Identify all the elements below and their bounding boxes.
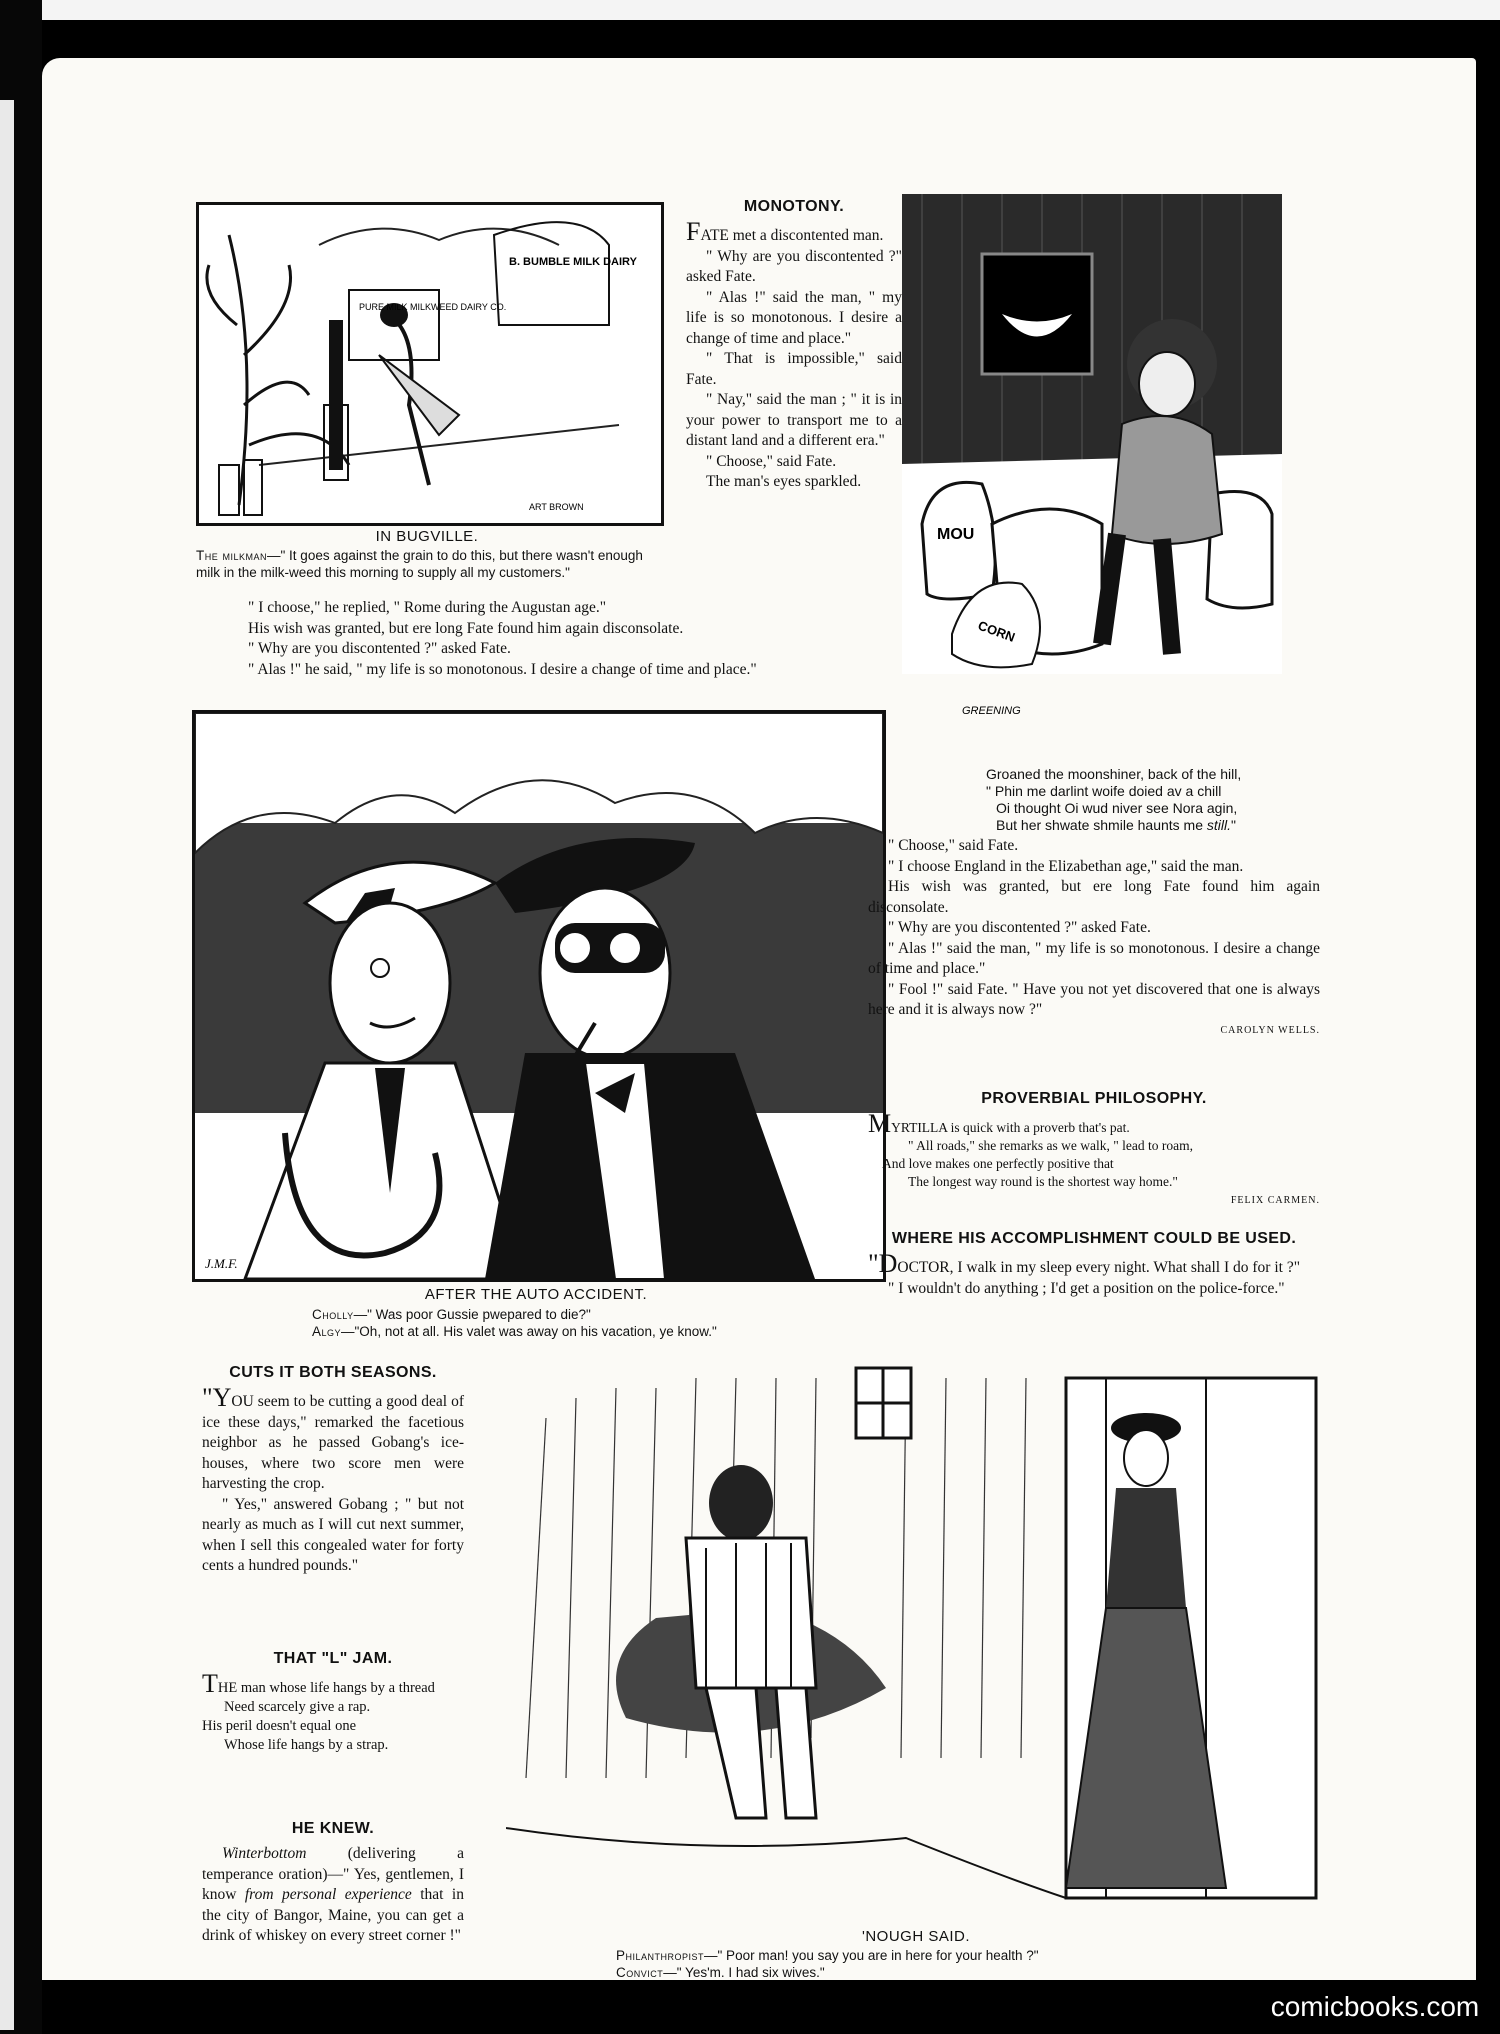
book-gutter (0, 0, 42, 2034)
heknew-p2: that in the city of Bangor, Maine, you can get a drink of whiskey on every street corner !" (202, 1886, 464, 1944)
auto-title: AFTER THE AUTO ACCIDENT. (424, 1286, 648, 1303)
magazine-page (42, 58, 1476, 1980)
ljam-drop-cap: T (202, 1669, 218, 1698)
monotony-c1: " Choose," said Fate. (888, 837, 1019, 854)
greening-signature: GREENING (962, 705, 1021, 717)
accomplishment-p1: OCTOR, I walk in my sleep every night. What shall I do for it ?" (897, 1259, 1301, 1276)
nough-caption (506, 1928, 1326, 1981)
monotony-heading: MONOTONY. (743, 198, 845, 215)
dairy-sign: B. BUMBLE MILK DAIRY (509, 256, 637, 268)
proverbial-heading: PROVERBIAL PHILOSOPHY. (981, 1090, 1207, 1107)
that-l-jam (202, 1650, 464, 1755)
cuts-both-seasons (202, 1364, 464, 1577)
philanthropist-speaker: Philanthropist (616, 1948, 705, 1963)
corn-sack-label: CORN (975, 617, 1018, 645)
heknew-p1: (delivering a temperance oration)—" Yes, gentlemen, I know (202, 1845, 464, 1903)
milkman-speaker: The milkman (196, 548, 268, 563)
proverbial-philosophy (868, 1090, 1320, 1206)
convict-line (616, 1964, 1326, 1981)
top-strip (0, 0, 1500, 20)
jmf-signature: J.M.F. (205, 1256, 238, 1271)
proverbial-l3: And love makes one perfectly positive that (882, 1156, 1114, 1171)
auto-dialogue (192, 1306, 880, 1340)
he-knew (202, 1820, 464, 1947)
auto-caption (192, 1286, 880, 1340)
seasons-p2: " Yes," answered Gobang ; " but not nearly as much as I will cut next summer, when I sell this congealed water for forty cents a hundred pounds." (202, 1495, 464, 1574)
algy-line (312, 1323, 880, 1340)
monotony-c6: " Fool !" said Fate. " Have you not yet discovered that one is always here and it is always now ?" (868, 980, 1320, 1018)
bugville-dialogue (196, 547, 656, 581)
cholly-line (312, 1306, 880, 1323)
algy-quote: —"Oh, not at all. His valet was away on his vacation, ye know." (341, 1324, 717, 1339)
monotony-continuation (868, 836, 1320, 1036)
monotony-p3: " Alas !" said the man, " my life is so monotonous. I desire a change of time and place." (686, 288, 902, 347)
bugville-illustration (196, 202, 664, 526)
carolyn-wells-byline: CAROLYN WELLS. (1220, 1024, 1320, 1036)
monotony-w2: His wish was granted, but ere long Fate found him again disconsolate. (248, 619, 684, 637)
heknew-emphasis: from personal experience (244, 1886, 412, 1903)
monotony-drop-cap: F (686, 217, 701, 246)
algy-speaker: Algy (312, 1324, 342, 1339)
moonshiner-verse (986, 766, 1326, 834)
watermark: comicbooks.com (1250, 1980, 1500, 2034)
ljam-l3: His peril doesn't equal one (202, 1718, 357, 1734)
monotony-p4: " That is impossible," said Fate. (686, 350, 902, 388)
milkweed-sign: PURE MILK MILKWEED DAIRY CO. (359, 302, 507, 312)
philanthropist-quote: —" Poor man! you say you are in here for your health ?" (704, 1948, 1039, 1963)
moonshiner-illustration (902, 194, 1282, 730)
moonshiner-l4-still: still. (1206, 817, 1232, 833)
monotony-story (686, 198, 902, 493)
cholly-quote: —" Was poor Gussie pwepared to die?" (353, 1307, 591, 1322)
auto-accident-illustration (192, 710, 886, 1282)
monotony-wide-lines (228, 598, 918, 680)
nough-said-illustration (506, 1358, 1326, 1924)
nough-title: 'NOUGH SAID. (861, 1928, 971, 1945)
bugville-title: IN BUGVILLE. (375, 528, 479, 545)
moonshiner-l3: Oi thought Oi wud niver see Nora agin, (996, 800, 1238, 816)
accomplishment-story (868, 1230, 1320, 1299)
moonshiner-l4 (986, 817, 1326, 834)
milkman-quote: —" It goes against the grain to do this, but there wasn't enough milk in the milk-weed this morning to supply all my customers." (196, 548, 643, 580)
philanthropist-line (616, 1947, 1326, 1964)
proverbial-l2: " All roads," she remarks as we walk, " lead to roam, (908, 1138, 1193, 1153)
monotony-c2: " I choose England in the Elizabethan age," said the man. (888, 857, 1244, 875)
monotony-p1: ATE met a discontented man. (700, 227, 884, 244)
art-brown-signature: ART BROWN (529, 502, 584, 512)
ljam-heading: THAT "L" JAM. (273, 1650, 393, 1667)
adjacent-page-edge (0, 100, 14, 2030)
ljam-l1: HE man whose life hangs by a thread (217, 1680, 435, 1696)
proverbial-l4: The longest way round is the shortest way home." (908, 1174, 1178, 1189)
proverbial-l1: YRTILLA is quick with a proverb that's pat. (891, 1120, 1130, 1135)
monotony-p2: " Why are you discontented ?" asked Fate. (686, 247, 902, 285)
mountain-dew-barrel-label: MOU (937, 526, 975, 543)
moonshiner-l2: " Phin me darlint woife doied av a chill (986, 783, 1222, 799)
moonshiner-l1: Groaned the moonshiner, back of the hill, (986, 766, 1242, 782)
monotony-c4: " Why are you discontented ?" asked Fate. (888, 919, 1151, 936)
monotony-c5: " Alas !" said the man, " my life is so monotonous. I desire a change of time and place." (868, 939, 1320, 977)
seasons-drop-cap: "Y (202, 1383, 232, 1412)
monotony-w4: " Alas !" he said, " my life is so monotonous. I desire a change of time and place." (248, 660, 757, 678)
accomplishment-heading: WHERE HIS ACCOMPLISHMENT COULD BE USED. (891, 1230, 1297, 1247)
heknew-name: Winterbottom (222, 1845, 307, 1862)
moonshiner-l4-close: " (1231, 817, 1236, 833)
felix-carmen-byline: FELIX CARMEN. (1230, 1195, 1320, 1206)
heknew-heading: HE KNEW. (291, 1820, 375, 1837)
monotony-w3: " Why are you discontented ?" asked Fate. (248, 640, 511, 657)
monotony-c3: His wish was granted, but ere long Fate found him again disconsolate. (868, 878, 1320, 916)
convict-speaker: Convict (616, 1965, 664, 1980)
monotony-p7: The man's eyes sparkled. (706, 473, 862, 490)
accomplishment-drop-cap: "D (868, 1249, 898, 1278)
moonshiner-l4-text: But her shwate shmile haunts me (996, 817, 1207, 833)
bugville-caption (196, 528, 658, 581)
proverbial-drop-cap: M (868, 1109, 892, 1138)
convict-quote: —" Yes'm. I had six wives." (663, 1965, 825, 1980)
seasons-heading: CUTS IT BOTH SEASONS. (229, 1364, 437, 1381)
monotony-p5: " Nay," said the man ; " it is in your power to transport me to a distant land and a different era." (686, 391, 902, 449)
cholly-speaker: Cholly (312, 1307, 354, 1322)
monotony-w1: " I choose," he replied, " Rome during the Augustan age." (248, 599, 607, 616)
ljam-l2: Need scarcely give a rap. (224, 1699, 371, 1715)
seasons-p1: OU seem to be cutting a good deal of ice these days," remarked the facetious neighbor as he passed Gobang's ice-houses, where two score men were harvesting the crop. (202, 1393, 464, 1492)
monotony-p6: " Choose," said Fate. (706, 452, 837, 470)
ljam-l4: Whose life hangs by a strap. (224, 1737, 389, 1753)
nough-dialogue (506, 1947, 1326, 1981)
accomplishment-p2: " I wouldn't do anything ; I'd get a position on the police-force." (888, 1279, 1285, 1297)
